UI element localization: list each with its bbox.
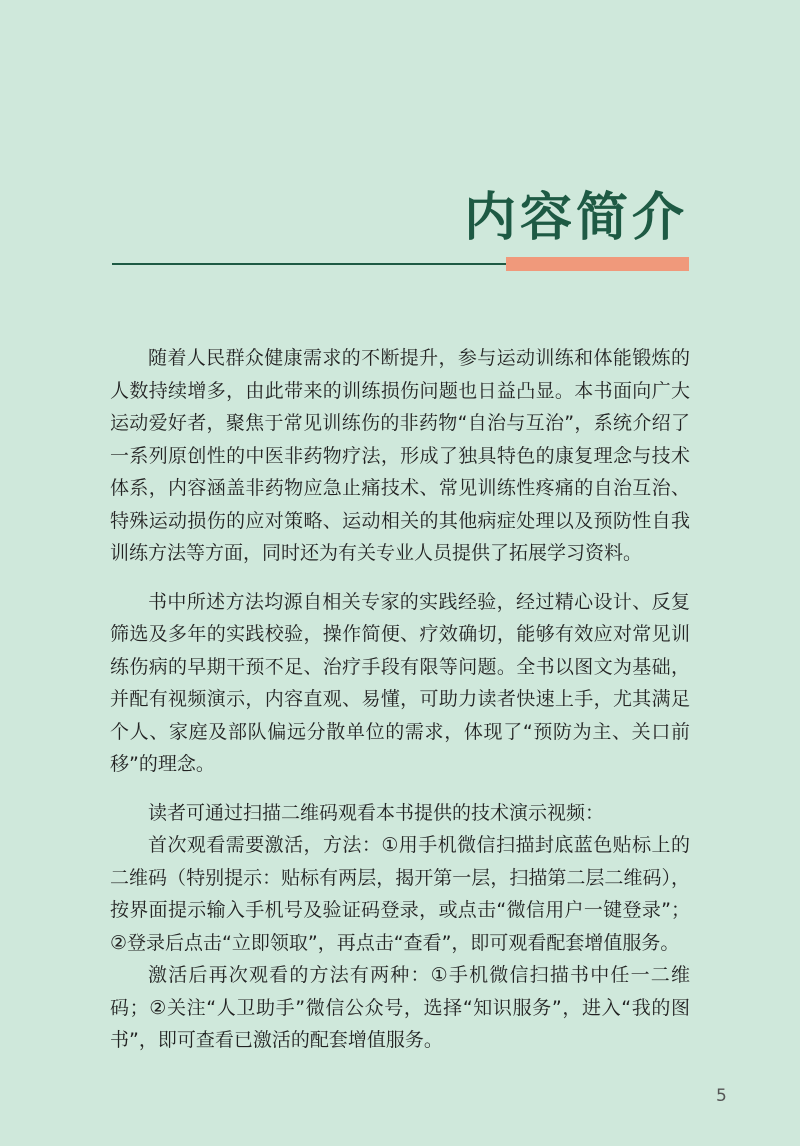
paragraph-methods: 书中所述方法均源自相关专家的实践经验，经过精心设计、反复筛选及多年的实践校验，操作简便、疗效确切，能够有效应对常见训练伤病的早期干预不足、治疗手段有限等问题。全书以图文为基础，并配有视频演示，内容直观、易懂，可助力读者快速上手，尤其满足个人、家庭及部队偏远分散单位的需求，体现了“预防为主、关口前移”的理念。	[110, 590, 690, 775]
paragraph-video-intro: 读者可通过扫描二维码观看本书提供的技术演示视频：	[148, 801, 605, 824]
page-number: 5	[716, 1086, 727, 1106]
paragraph-activation: 首次观看需要激活，方法：①用手机微信扫描封底蓝色贴标上的二维码（特别提示：贴标有两层，揭开第一层，扫描第二层二维码），按界面提示输入手机号及验证码登录，或点击“微信用户一键登录”；②登录后点击“立即领取”，再点击“查看”，即可观看配套增值服务。	[110, 834, 690, 954]
body-text	[110, 342, 690, 1057]
page-title: 内容简介	[463, 188, 688, 248]
paragraph-reviewing: 激活后再次观看的方法有两种：①手机微信扫描书中任一二维码；②关注“人卫助手”微信公众号，选择“知识服务”，进入“我的图书”，即可查看已激活的配套增值服务。	[110, 964, 690, 1051]
paragraph-intro: 随着人民群众健康需求的不断提升，参与运动训练和体能锻炼的人数持续增多，由此带来的训练损伤问题也日益凸显。本书面向广大运动爱好者，聚焦于常见训练伤的非药物“自治与互治”，系统介绍了一系列原创性的中医非药物疗法，形成了独具特色的康复理念与技术体系，内容涵盖非药物应急止痛技术、常见训练性疼痛的自治互治、特殊运动损伤的应对策略、运动相关的其他病症处理以及预防性自我训练方法等方面，同时还为有关专业人员提供了拓展学习资料。	[110, 347, 690, 564]
title-underline	[112, 263, 506, 265]
title-accent-bar	[506, 257, 689, 271]
